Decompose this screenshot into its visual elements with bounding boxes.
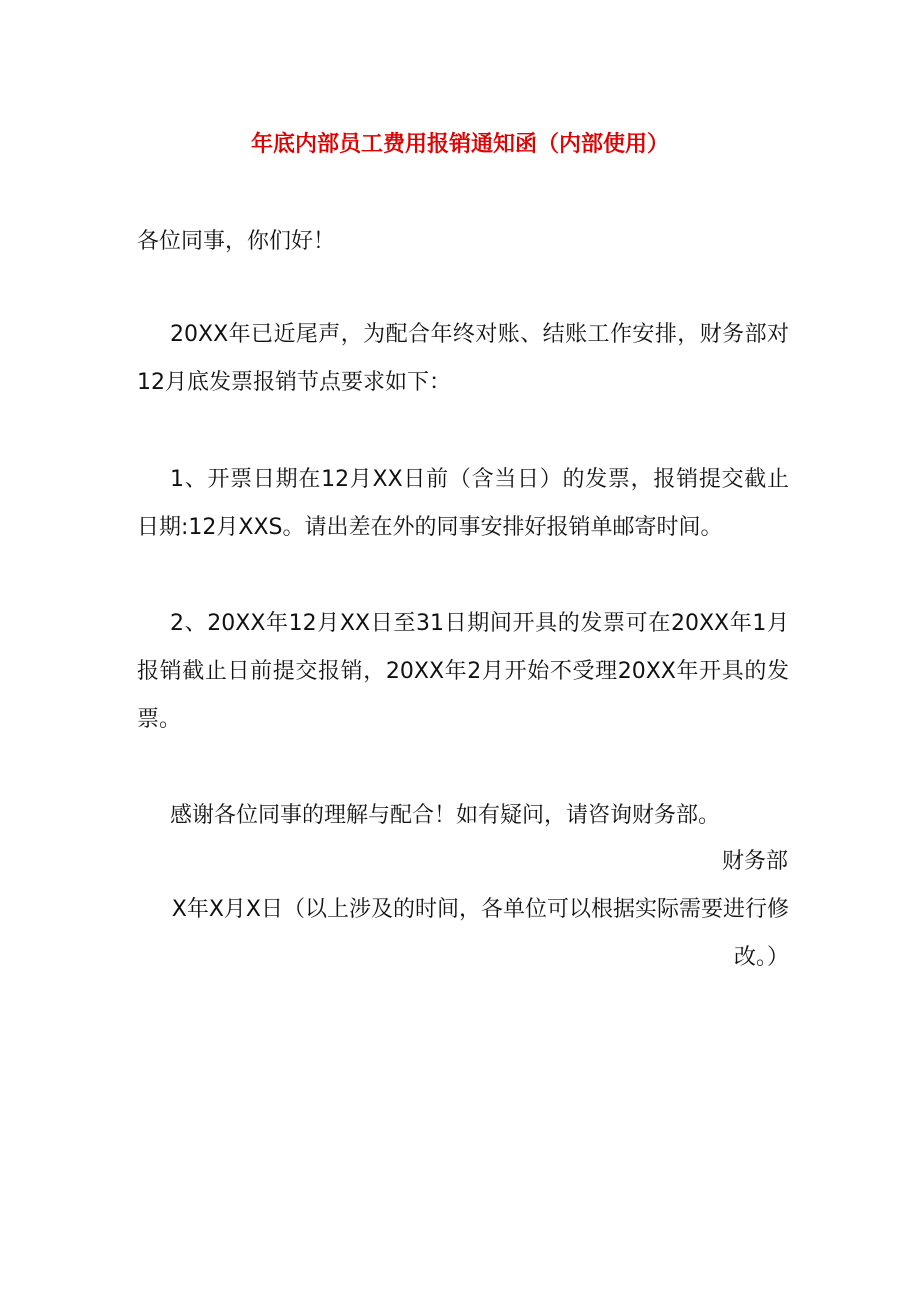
intro-paragraph: 20XX年已近尾声，为配合年终对账、结账工作安排，财务部对12月底发票报销节点要求如下： (137, 322, 789, 395)
date-note: X年X月X日（以上涉及的时间，各单位可以根据实际需要进行修改。） (171, 897, 789, 970)
signature: 财务部 (721, 849, 788, 874)
greeting: 各位同事，你们好！ (137, 229, 336, 254)
list-item-2: 2、20XX年12月XX日至31日期间开具的发票可在20XX年1月报销截止日前提交报销，20XX年2月开始不受理20XX年开具的发票。 (137, 611, 789, 732)
list-item-1: 1、开票日期在12月XX日前（含当日）的发票，报销提交截止日期:12月XXS。请出差在外的同事安排好报销单邮寄时间。 (137, 467, 789, 540)
document-title: 年底内部员工费用报销通知函（内部使用） (250, 132, 669, 157)
thanks-paragraph: 感谢各位同事的理解与配合！如有疑问，请咨询财务部。 (170, 803, 721, 828)
